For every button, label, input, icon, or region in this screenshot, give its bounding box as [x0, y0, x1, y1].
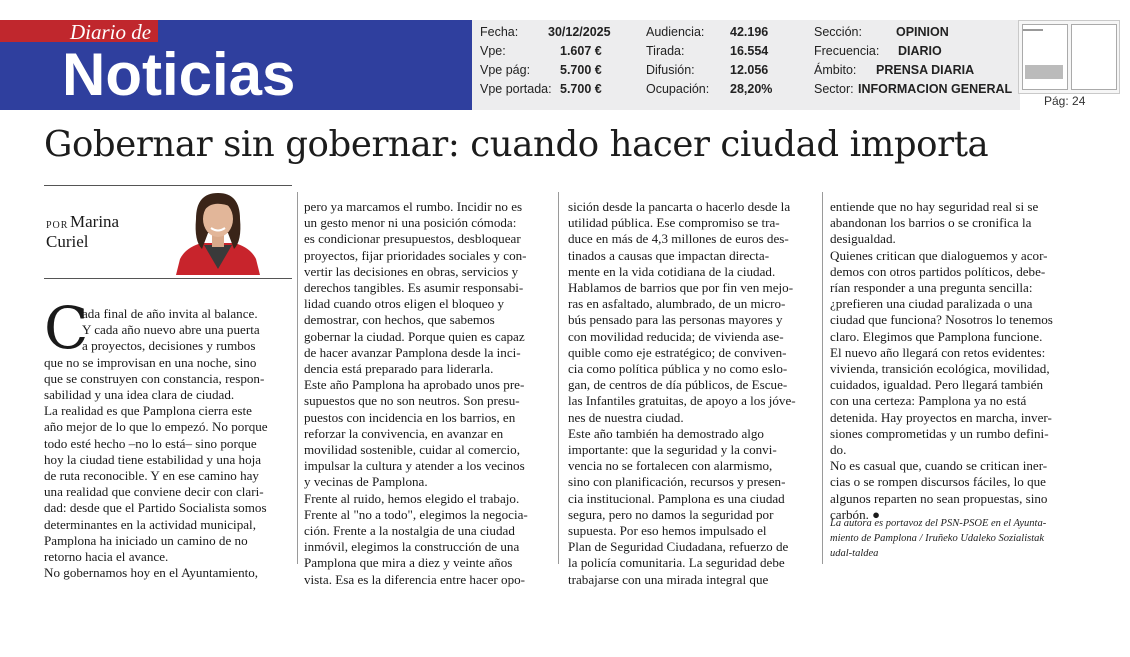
ambito-label: Ámbito: [814, 63, 857, 77]
article-line: demostrar, con hechos, que sabemos [304, 312, 495, 328]
author-first-name: Marina [70, 212, 120, 231]
article-line: carbón. ● [830, 506, 881, 522]
article-line: vencia no se fortalecen con alarmismo, [568, 458, 773, 474]
tirada-label: Tirada: [646, 44, 685, 58]
author-photo [166, 189, 270, 275]
page-number: Pág: 24 [1044, 94, 1086, 108]
ocupacion-value: 28,20% [730, 82, 773, 96]
article-line: cia como política pública y no como eslo- [568, 361, 788, 377]
metadata-panel [472, 20, 1020, 110]
article-line: sición desde la pancarta o hacerlo desde la [568, 199, 791, 214]
article-line: inmóvil, elegimos la construcción de una [304, 539, 520, 555]
article-line: quible como eje estratégico; de conviven- [568, 344, 787, 360]
article-column-3 [568, 199, 820, 588]
thumbnail-right-page [1071, 24, 1117, 90]
article-line: Este año Pamplona ha aprobado unos pre- [304, 377, 525, 393]
article-line: y vecinas de Pamplona. [304, 474, 428, 490]
vpe-portada-label: Vpe portada: [480, 82, 552, 96]
article-line: proyectos, fijar prioridades sociales y con- [304, 247, 527, 263]
article-line: vista. Esa es la diferencia entre hacer opo- [304, 571, 526, 587]
article-line: derechos tangibles. Es asumir responsabi- [304, 280, 524, 296]
article-line: supuestos que no son neutros. Son presu- [304, 393, 520, 409]
article-line: demos con otros partidos políticos, debe- [830, 263, 1046, 279]
article-line: entiende que no hay seguridad real si se [830, 199, 1039, 214]
article-line: do. [830, 442, 847, 458]
article-line: impulsar la cultura y atender a los vecinos [304, 458, 525, 474]
article-line: trabajarse con una mirada integral que [568, 571, 769, 587]
masthead [0, 20, 1130, 110]
article-line: udal-taldea [830, 548, 879, 559]
article-line: Plan de Seguridad Ciudadana, refuerzo de [568, 539, 789, 555]
article-line: sino con planificación, recursos y presen- [568, 474, 786, 490]
article-line: claro. Elegimos que Pamplona funcione. [830, 328, 1043, 344]
article-line: retorno hacia el avance. [44, 549, 169, 565]
article-line: tinados a causas que impactan directa- [568, 247, 770, 263]
article-column-1 [44, 306, 294, 581]
column-divider [297, 192, 298, 564]
tirada-value: 16.554 [730, 44, 769, 58]
article-line: pero ya marcamos el rumbo. Incidir no es [304, 199, 523, 214]
article-line: puestos con incidencia en los barrios, en [304, 409, 516, 425]
article-line: supuesta. Por eso hemos impulsado el [568, 523, 767, 539]
article-line: con una certeza: Pamplona ya no está [830, 393, 1027, 409]
article-line: es condicionar presupuestos, desbloquear [304, 231, 521, 247]
article-line: cias o se rompen discursos fáciles, lo que [830, 474, 1046, 490]
article-line: movilidad sostenible, cuidar al comercio, [304, 442, 520, 458]
article-line: algunos reparten no sean propuestas, sino [830, 490, 1048, 506]
newspaper-logo [0, 20, 472, 110]
article-line: mente en la vida cotidiana de la ciudad. [568, 263, 776, 279]
article-line: miento de Pamplona / Iruñeko Udaleko Sozialistak [830, 533, 1045, 544]
seccion-label: Sección: [814, 25, 862, 39]
thumbnail-left-page [1022, 24, 1068, 90]
article-line: determinantes en la actividad municipal, [44, 516, 256, 532]
vpe-pag-label: Vpe pág: [480, 63, 531, 77]
article-line: sabilidad y una idea clara de ciudad. [44, 387, 235, 403]
article-line: siones comprometidas y un rumbo defini- [830, 425, 1049, 441]
page-thumbnail [1018, 20, 1120, 94]
article-line: Frente al "no a todo", elegimos la negocia- [304, 506, 528, 522]
audiencia-label: Audiencia: [646, 25, 705, 39]
article-line: hoy la ciudad tiene estabilidad y una hoja [44, 451, 262, 467]
article-line: ¿prefieren una ciudad paralizada o una [830, 296, 1033, 312]
article-line: cia institucional. Pamplona es una ciudad [568, 490, 785, 506]
column-divider [558, 192, 559, 564]
article-line: detenida. Hay proyectos en marcha, inver- [830, 409, 1052, 425]
article-line: de ruta reconocible. Y en ese camino hay [44, 468, 259, 484]
article-line: gobernar la ciudad. Porque quien es capaz [304, 328, 525, 344]
vpe-value: 1.607 € [560, 44, 602, 58]
article-line: las Infantiles gratuitas, de apoyo a los jóve- [568, 393, 796, 409]
audiencia-value: 42.196 [730, 25, 769, 39]
thumbnail-line [1023, 29, 1043, 31]
thumbnail-block [1025, 65, 1063, 79]
frecuencia-value: DIARIO [898, 44, 942, 58]
article-line: Pamplona que mira a diez y veinte años [304, 555, 513, 571]
sector-label: Sector: [814, 82, 854, 96]
article-line: rían responder a una pregunta sencilla: [830, 280, 1033, 296]
article-line: a proyectos, decisiones y rumbos [82, 338, 256, 354]
article-line: ciudad que funciona? Nosotros lo tenemos [830, 312, 1053, 328]
article-line: que no se improvisan en una noche, sino [44, 354, 257, 370]
article-line: de hacer avanzar Pamplona desde la inci- [304, 344, 521, 360]
article-line: segura, pero no damos la seguridad por [568, 506, 774, 522]
author-note [830, 516, 1046, 561]
article-line: abandonan los barrios o se cronifica la [830, 215, 1032, 231]
article-line: reforzar la convivencia, en avanzar en [304, 425, 504, 441]
article-line: nes de nuestra ciudad. [568, 409, 684, 425]
article-line: la policía comunitaria. La seguridad debe [568, 555, 785, 571]
seccion-value: OPINION [896, 25, 949, 39]
article-line: vertir las decisiones en obras, servicios y [304, 263, 519, 279]
logo-noticias: Noticias [62, 41, 296, 108]
article-line: año mejor de lo que lo empezó. No porque [44, 419, 268, 435]
article-line: una realidad que conviene decir con clari- [44, 484, 264, 500]
frecuencia-label: Frecuencia: [814, 44, 880, 58]
article-line: duce en más de 4,3 millones de euros des- [568, 231, 789, 247]
vpe-portada-value: 5.700 € [560, 82, 602, 96]
article-line: Este año también ha demostrado algo [568, 425, 764, 441]
article-line: importante: que la seguridad y la convi- [568, 442, 777, 458]
ambito-value: PRENSA DIARIA [876, 63, 975, 77]
fecha-label: Fecha: [480, 25, 519, 39]
byline [44, 185, 292, 279]
article-line: todo esté hecho –no lo está– sino porque [44, 435, 257, 451]
difusion-value: 12.056 [730, 63, 769, 77]
article-line: Frente al ruido, hemos elegido el trabajo. [304, 490, 520, 506]
article-line: bús pensado para las personas mayores y [568, 312, 783, 328]
difusion-label: Difusión: [646, 63, 695, 77]
article-line: El nuevo año llegará con retos evidentes: [830, 344, 1046, 360]
article-line: ras en asfaltado, alumbrado, de un micro- [568, 296, 786, 312]
article-headline: Gobernar sin gobernar: cuando hacer ciudad importa [44, 124, 989, 165]
column-divider [822, 192, 823, 564]
article-line: ada final de año invita al balance. [82, 306, 258, 321]
drop-cap: C [44, 294, 89, 362]
ocupacion-label: Ocupación: [646, 82, 710, 96]
article-line: lidad cuando otros eligen el bloqueo y [304, 296, 504, 312]
article-line: dencia está preparado para liderarla. [304, 361, 494, 377]
article-line: vivienda, transición ecológica, movilidad, [830, 361, 1050, 377]
article-line: Y cada año nuevo abre una puerta [82, 322, 260, 338]
article-line: cuidados, igualdad. Pero llegará también [830, 377, 1044, 393]
article-line: La autora es portavoz del PSN-PSOE en el Ayunta- [830, 518, 1047, 529]
article-line: dad: desde que el Partido Socialista somos [44, 500, 267, 516]
article-line: ción. Frente a la nostalgia de una ciudad [304, 523, 515, 539]
article-column-2 [304, 199, 556, 588]
author-last-name: Curiel [46, 232, 89, 251]
vpe-label: Vpe: [480, 44, 506, 58]
article-line: Quienes critican que dialoguemos y acor- [830, 247, 1048, 263]
fecha-value: 30/12/2025 [548, 25, 611, 39]
article-line: gan, de centros de día públicos, de Escue- [568, 377, 788, 393]
logo-diario-de: Diario de [70, 20, 152, 44]
article-line: Pamplona ha iniciado un camino de no [44, 532, 248, 548]
article-line: Hablamos de barrios que por fin ven mejo- [568, 280, 794, 296]
article-line: La realidad es que Pamplona cierra este [44, 403, 252, 419]
vpe-pag-value: 5.700 € [560, 63, 602, 77]
article-line: que se construyen con constancia, respon- [44, 370, 265, 386]
article-line: con movilidad reducida; de vivienda ase- [568, 328, 784, 344]
article-line: desigualdad. [830, 231, 896, 247]
article-line: No es casual que, cuando se critican iner- [830, 458, 1048, 474]
sector-value: INFORMACION GENERAL [858, 82, 1013, 96]
article-line: No gobernamos hoy en el Ayuntamiento, [44, 565, 259, 581]
article-line: utilidad pública. Ese compromiso se tra- [568, 215, 780, 231]
article-line: un gesto menor ni una posición cómoda: [304, 215, 517, 231]
article-column-4 [830, 199, 1086, 523]
byline-por: POR [46, 220, 69, 231]
